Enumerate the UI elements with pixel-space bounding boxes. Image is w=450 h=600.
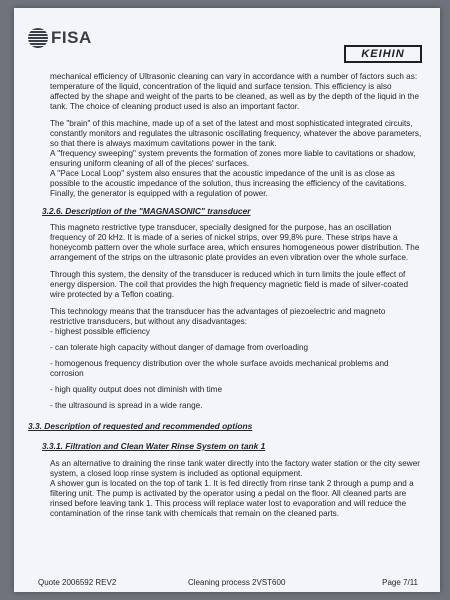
transducer-paragraph-3: This technology means that the transducer has the advantages of piezoelectric and magneto restrictive transducers, but without any disadvantages: <box>50 307 386 327</box>
advantages-list <box>50 327 422 411</box>
rinse-paragraph-2: A shower gun is located on the top of tank 1. It is fed directly from rinse tank 2 through a pump and a filtering unit. The pump is activated by the operator using a pedal on the floor. All cleaned parts are rinsed before leaving tank 1. This process will replace water lost to evaporation and will reduce the contamination of the rinse tank with chemicals that remain on the cleaned parts. <box>50 478 414 518</box>
list-item: - can tolerate high capacity without danger of damage from overloading <box>50 343 309 353</box>
page-header <box>14 8 440 68</box>
list-item: - highest possible efficiency <box>50 327 150 337</box>
keihin-logo-text: KEIHIN <box>361 48 405 60</box>
fisa-globe-icon <box>28 28 48 48</box>
brain-paragraph-4: Finally, the generator is equipped with a regulation of power. <box>50 189 268 198</box>
footer-quote-number: Quote 2006592 REV2 <box>38 578 117 587</box>
transducer-paragraph-1: This magneto restrictive type transducer, specially designed for the purpose, has an oscillation frequency of 20 kHz. It is made of a series of nickel strips, over 99,8% pure. These strips have a honeycomb pattern over the whole surface area, which ensures homogeneous power distribution. The arrangement of the strips on the ultrasonic plate provides an even vibration over the whole surface. <box>50 223 420 263</box>
footer-page-number: Page 7/11 <box>382 578 418 587</box>
brain-paragraph-1: The "brain" of this machine, made up of a set of the latest and most sophisticated integrated circuits, constantly monitors and regulates the ultrasonic oscillating frequency, whatever the above parameters, so that there is always maximum cavitations power in the tank. <box>50 119 422 148</box>
section-heading-3-3-1: 3.3.1. Filtration and Clean Water Rinse System on tank 1 <box>42 440 266 451</box>
list-item: - the ultrasound is spread in a wide range. <box>50 401 203 411</box>
section-heading-3-3: 3.3. Description of requested and recommended options <box>28 421 253 432</box>
footer-document-title: Cleaning process 2VST600 <box>188 578 286 587</box>
list-item: - homogenous frequency distribution over the whole surface avoids mechanical problems and corrosion <box>50 359 389 379</box>
document-body <box>28 72 422 519</box>
intro-paragraph: mechanical efficiency of Ultrasonic cleaning can vary in accordance with a number of factors such as: temperature of the liquid, concentration of the liquid and surface tension. This efficiency is also affected by the shape and weight of the parts to be cleaned, as well as by the depth of the liquid in the tank. The choice of cleaning product used is also an important factor. <box>50 72 419 111</box>
section-heading-3-2-6: 3.2.6. Description of the "MAGNASONIC" transducer <box>42 206 251 216</box>
brain-paragraph-3: A "Pace Local Loop" system also ensures that the acoustic impedance of the unit is as close as possible to the acoustic impedance of the solution, thus increasing the efficiency of the cavitations. <box>50 169 407 188</box>
transducer-paragraph-2: Through this system, the density of the transducer is reduced which in turn limits the joule effect of energy dispersion. The coil that provides the high frequency magnetic field is made of silver-coated wire protected by a Teflon coating. <box>50 270 409 300</box>
fisa-logo-text: FISA <box>51 28 92 47</box>
document-page <box>14 8 440 592</box>
list-item: - high quality output does not diminish with time <box>50 385 223 395</box>
rinse-paragraph-1: As an alternative to draining the rinse tank water directly into the factory water station or the city sewer system, a closed loop rinse system is included as optional equipment. <box>50 458 420 478</box>
fisa-logo <box>28 28 92 48</box>
generator-brain-block <box>50 119 422 199</box>
keihin-logo <box>344 45 422 63</box>
brain-paragraph-2: A "frequency sweeping" system prevents the formation of zones more liable to cavitations or shadow, ensuring uniform cleaning of all of the pieces' surfaces. <box>50 149 416 168</box>
